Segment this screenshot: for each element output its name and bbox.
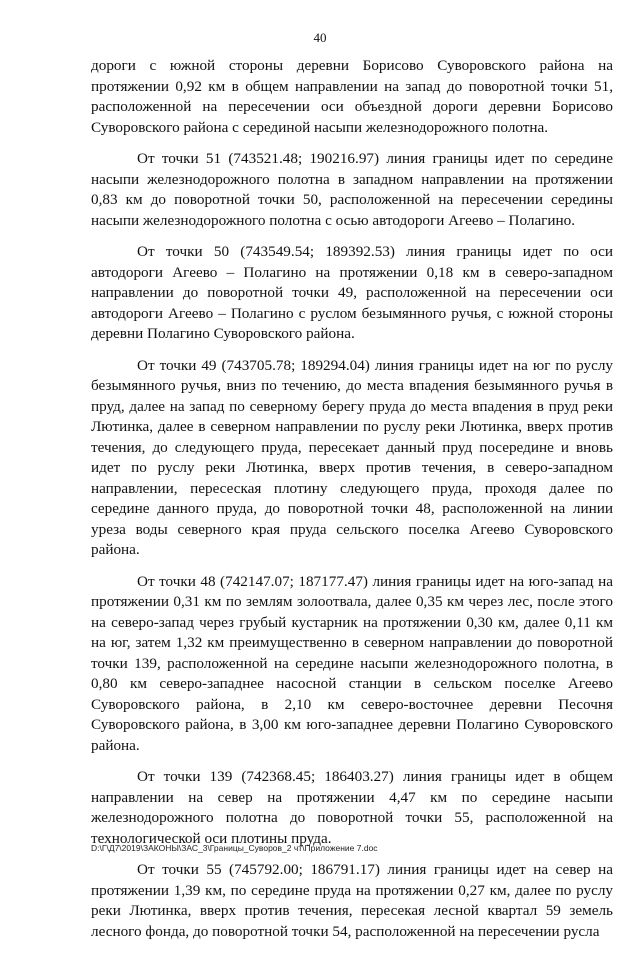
paragraph-point-139: От точки 139 (742368.45; 186403.27) линия границы идет в общем направлении на север на протяжении 4,47 км по середине насыпи железнодорожного полотна до поворотной точки 55, расположенной на технологической оси плотины пруда. (91, 768, 613, 847)
paragraph-point-50: От точки 50 (743549.54; 189392.53) линия границы идет по оси автодороги Агеево – Полагино на протяжении 0,18 км в северо-западном направлении до поворотной точки 49, расположенной на пересечении оси автодороги Агеево – Полагино с руслом безымянного ручья, с южной стороны деревни Полагино Суворовского района. (91, 243, 613, 342)
footer-file-path: D:\Г\Д7\2019\ЗАКОНЫ\ЗАС_3\Границы_Суворов_2 чт\Приложение 7.doc (91, 843, 378, 853)
paragraph-point-51: От точки 51 (743521.48; 190216.97) линия границы идет по середине насыпи железнодорожного полотна в западном направлении на протяжении 0,83 км до поворотной точки 50, расположенной на пересечении середины насыпи железнодорожного полотна с осью автодороги Агеево – Полагино. (91, 150, 613, 229)
paragraph-point-48: От точки 48 (742147.07; 187177.47) линия границы идет на юго-запад на протяжении 0,31 км по землям золоотвала, далее 0,35 км через лес, после этого на северо-запад через грубый кустарник на протяжении 0,30 км, далее 0,11 км на юг, затем 1,32 км преимущественно в северном направлении до поворотной точки 139, расположенной на середине насыпи железнодорожного полотна, в 0,80 км северо-западнее насосной станции в сельском поселке Агеево Суворовского района, в 2,10 км северо-восточнее деревни Песочня Суворовского района, в 3,00 км юго-западнее деревни Полагино Суворовского района. (91, 572, 613, 754)
paragraph-continuation: дороги с южной стороны деревни Борисово Суворовского района на протяжении 0,92 км в общем направлении на запад до поворотной точки 51, расположенной на пересечении оси объездной дороги деревни Борисово Суворовского района с серединой насыпи железнодорожного полотна. (91, 57, 613, 136)
paragraph-point-55: От точки 55 (745792.00; 186791.17) линия границы идет на север на протяжении 1,39 км, по середине пруда на протяжении 0,27 км, далее по руслу реки Лютинка, вверх против течения, пересекая лесной квартал 59 земель лесного фонда, до поворотной точки 54, расположенной на пересечении русла (91, 861, 613, 940)
paragraph-point-49: От точки 49 (743705.78; 189294.04) линия границы идет на юг по руслу безымянного ручья, вниз по течению, до места впадения безымянного ручья в пруд, далее на запад по северному берегу пруда до места впадения в пруд реки Лютинка, далее в северном направлении по руслу реки Лютинка, вверх против течения, до следующего пруда, пересекает данный пруд посередине и вновь идет по руслу реки Лютинка, вверх против течения, в северо-западном направлении, пересеская плотину следующего пруда, проходя далее по середине данного пруда, до поворотной точки 48, расположенной на линии уреза воды северного края пруда сельского поселка Агеево Суворовского района. (91, 356, 613, 558)
page-number: 40 (313, 30, 327, 45)
document-body (91, 56, 613, 953)
